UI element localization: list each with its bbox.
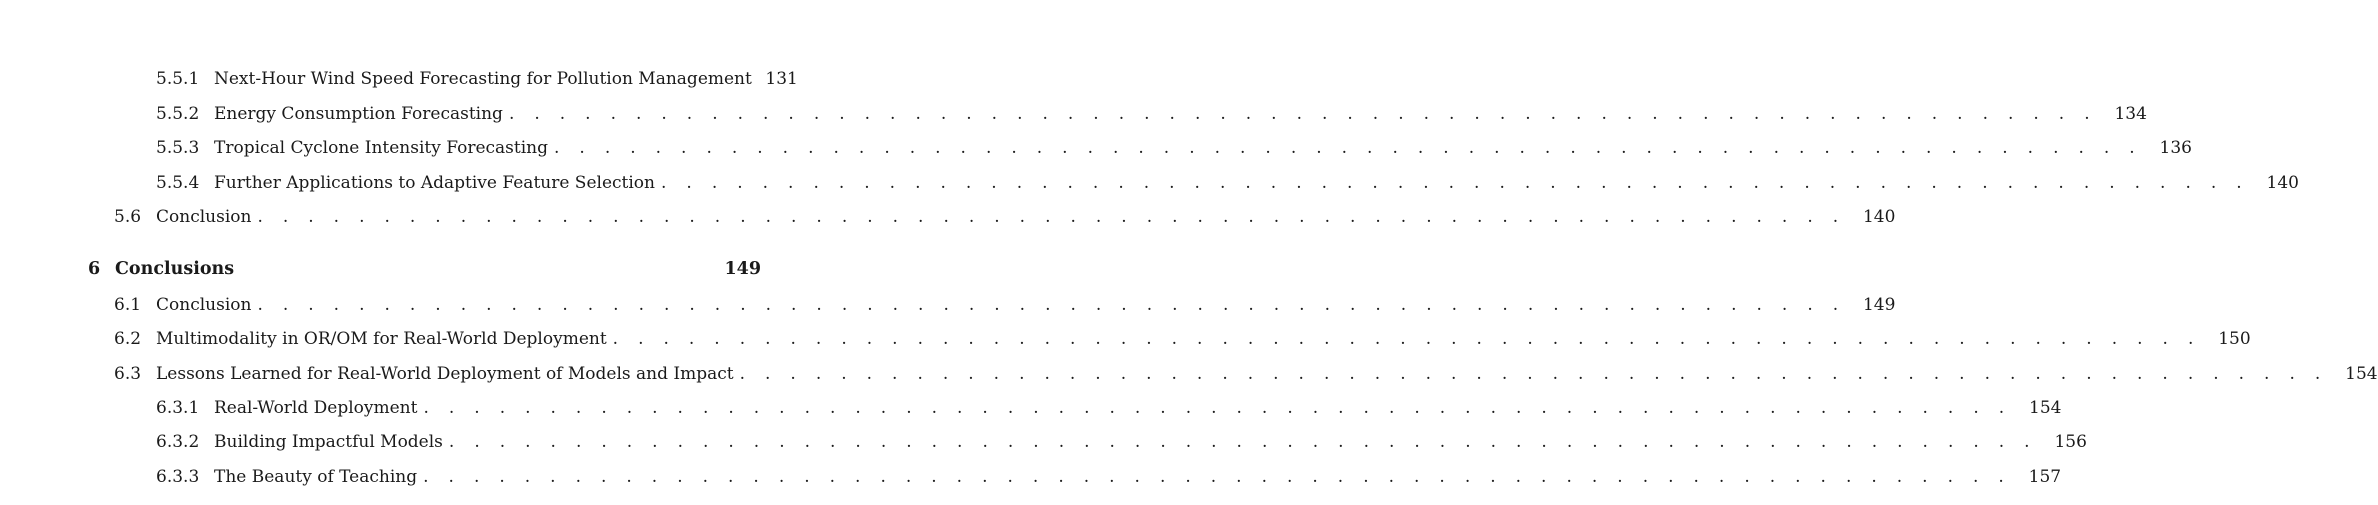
section-number: 6.3.1 bbox=[156, 398, 200, 418]
toc-entry-6-1[interactable] bbox=[114, 293, 1896, 317]
dot-leader: . . . . . . . . . . . . . . . . . . . . . . . . . . . . . . . . . . . . . . . . . . . . . . . . . . . . . . . . . . . . . . . bbox=[423, 467, 2012, 487]
section-number: 6.3 bbox=[114, 364, 142, 384]
dot-leader: . . . . . . . . . . . . . . . . . . . . . . . . . . . . . . . . . . . . . . . . . . . . . . . . . . . . . . . . . . . . . . . bbox=[257, 207, 1846, 227]
entry-title: Next-Hour Wind Speed Forecasting for Pollution Management bbox=[214, 69, 752, 89]
entry-title: Conclusion bbox=[156, 207, 252, 227]
section-number: 5.5.4 bbox=[156, 173, 200, 193]
toc-entry-5-6[interactable] bbox=[114, 205, 1896, 229]
toc-entry-6-2[interactable] bbox=[114, 327, 2251, 351]
chapter-number: 6 bbox=[88, 259, 101, 279]
entry-title: Building Impactful Models bbox=[214, 432, 443, 452]
entry-title: Tropical Cyclone Intensity Forecasting bbox=[214, 138, 549, 158]
toc-entry-5-5-4[interactable] bbox=[156, 171, 2299, 195]
toc-entry-6-3-3[interactable] bbox=[156, 465, 2062, 489]
dot-leader: . . . . . . . . . . . . . . . . . . . . . . . . . . . . . . . . . . . . . . . . . . . . . . . . . . . . . . . . . . . . . . . bbox=[508, 104, 2097, 124]
toc-entry-6-3-1[interactable] bbox=[156, 396, 2062, 420]
section-number: 5.6 bbox=[114, 207, 142, 227]
page-number: 131 bbox=[765, 69, 798, 89]
dot-leader: . . . . . . . . . . . . . . . . . . . . . . . . . . . . . . . . . . . . . . . . . . . . . . . . . . . . . . . . . . . . . . . bbox=[661, 173, 2249, 193]
dot-leader: . . . . . . . . . . . . . . . . . . . . . . . . . . . . . . . . . . . . . . . . . . . . . . . . . . . . . . . . . . . . . . . bbox=[423, 398, 2012, 418]
page-number: 134 bbox=[2114, 104, 2147, 124]
dot-leader: . . . . . . . . . . . . . . . . . . . . . . . . . . . . . . . . . . . . . . . . . . . . . . . . . . . . . . . . . . . . . . . bbox=[257, 295, 1846, 315]
page-number: 149 bbox=[724, 259, 761, 279]
section-number: 5.5.2 bbox=[156, 104, 200, 124]
page-number: 157 bbox=[2028, 467, 2062, 487]
entry-title: Multimodality in OR/OM for Real-World Deployment bbox=[156, 329, 607, 349]
toc-entry-6-3[interactable] bbox=[114, 362, 2378, 386]
entry-title: Real-World Deployment bbox=[214, 398, 418, 418]
chapter-title: Conclusions bbox=[115, 259, 235, 279]
toc-entry-5-5-1[interactable] bbox=[156, 67, 798, 91]
entry-title: Conclusion bbox=[156, 295, 252, 315]
section-number: 6.3.3 bbox=[156, 467, 200, 487]
dot-leader: . . . . . . . . . . . . . . . . . . . . . . . . . . . . . . . . . . . . . . . . . . . . . . . . . . . . . . . . . . . . . . . bbox=[739, 364, 2328, 384]
entry-title: Energy Consumption Forecasting bbox=[214, 104, 503, 124]
toc-entry-5-5-3[interactable] bbox=[156, 136, 2192, 160]
entry-title: Further Applications to Adaptive Feature Selection bbox=[214, 173, 655, 193]
toc-entry-6-3-2[interactable] bbox=[156, 430, 2087, 454]
section-number: 5.5.1 bbox=[156, 69, 200, 89]
section-number: 6.1 bbox=[114, 295, 142, 315]
section-number: 5.5.3 bbox=[156, 138, 200, 158]
dot-leader: . . . . . . . . . . . . . . . . . . . . . . . . . . . . . . . . . . . . . . . . . . . . . . . . . . . . . . . . . . . . . . . bbox=[448, 432, 2037, 452]
page-number: 149 bbox=[1862, 295, 1896, 315]
page-number: 136 bbox=[2159, 138, 2192, 158]
toc-entry-5-5-2[interactable] bbox=[156, 102, 2147, 126]
toc-chapter-6[interactable] bbox=[88, 257, 761, 281]
dot-leader: . . . . . . . . . . . . . . . . . . . . . . . . . . . . . . . . . . . . . . . . . . . . . . . . . . . . . . . . . . . . . . . bbox=[554, 138, 2142, 158]
entry-title: The Beauty of Teaching bbox=[214, 467, 418, 487]
page-number: 150 bbox=[2218, 329, 2251, 349]
page-number: 156 bbox=[2054, 432, 2087, 452]
page-number: 140 bbox=[2266, 173, 2299, 193]
section-number: 6.3.2 bbox=[156, 432, 200, 452]
page-number: 154 bbox=[2029, 398, 2062, 418]
entry-title: Lessons Learned for Real-World Deployment of Models and Impact bbox=[156, 364, 734, 384]
dot-leader: . . . . . . . . . . . . . . . . . . . . . . . . . . . . . . . . . . . . . . . . . . . . . . . . . . . . . . . . . . . . . . . bbox=[612, 329, 2201, 349]
section-number: 6.2 bbox=[114, 329, 142, 349]
page-number: 140 bbox=[1862, 207, 1896, 227]
page-number: 154 bbox=[2345, 364, 2378, 384]
